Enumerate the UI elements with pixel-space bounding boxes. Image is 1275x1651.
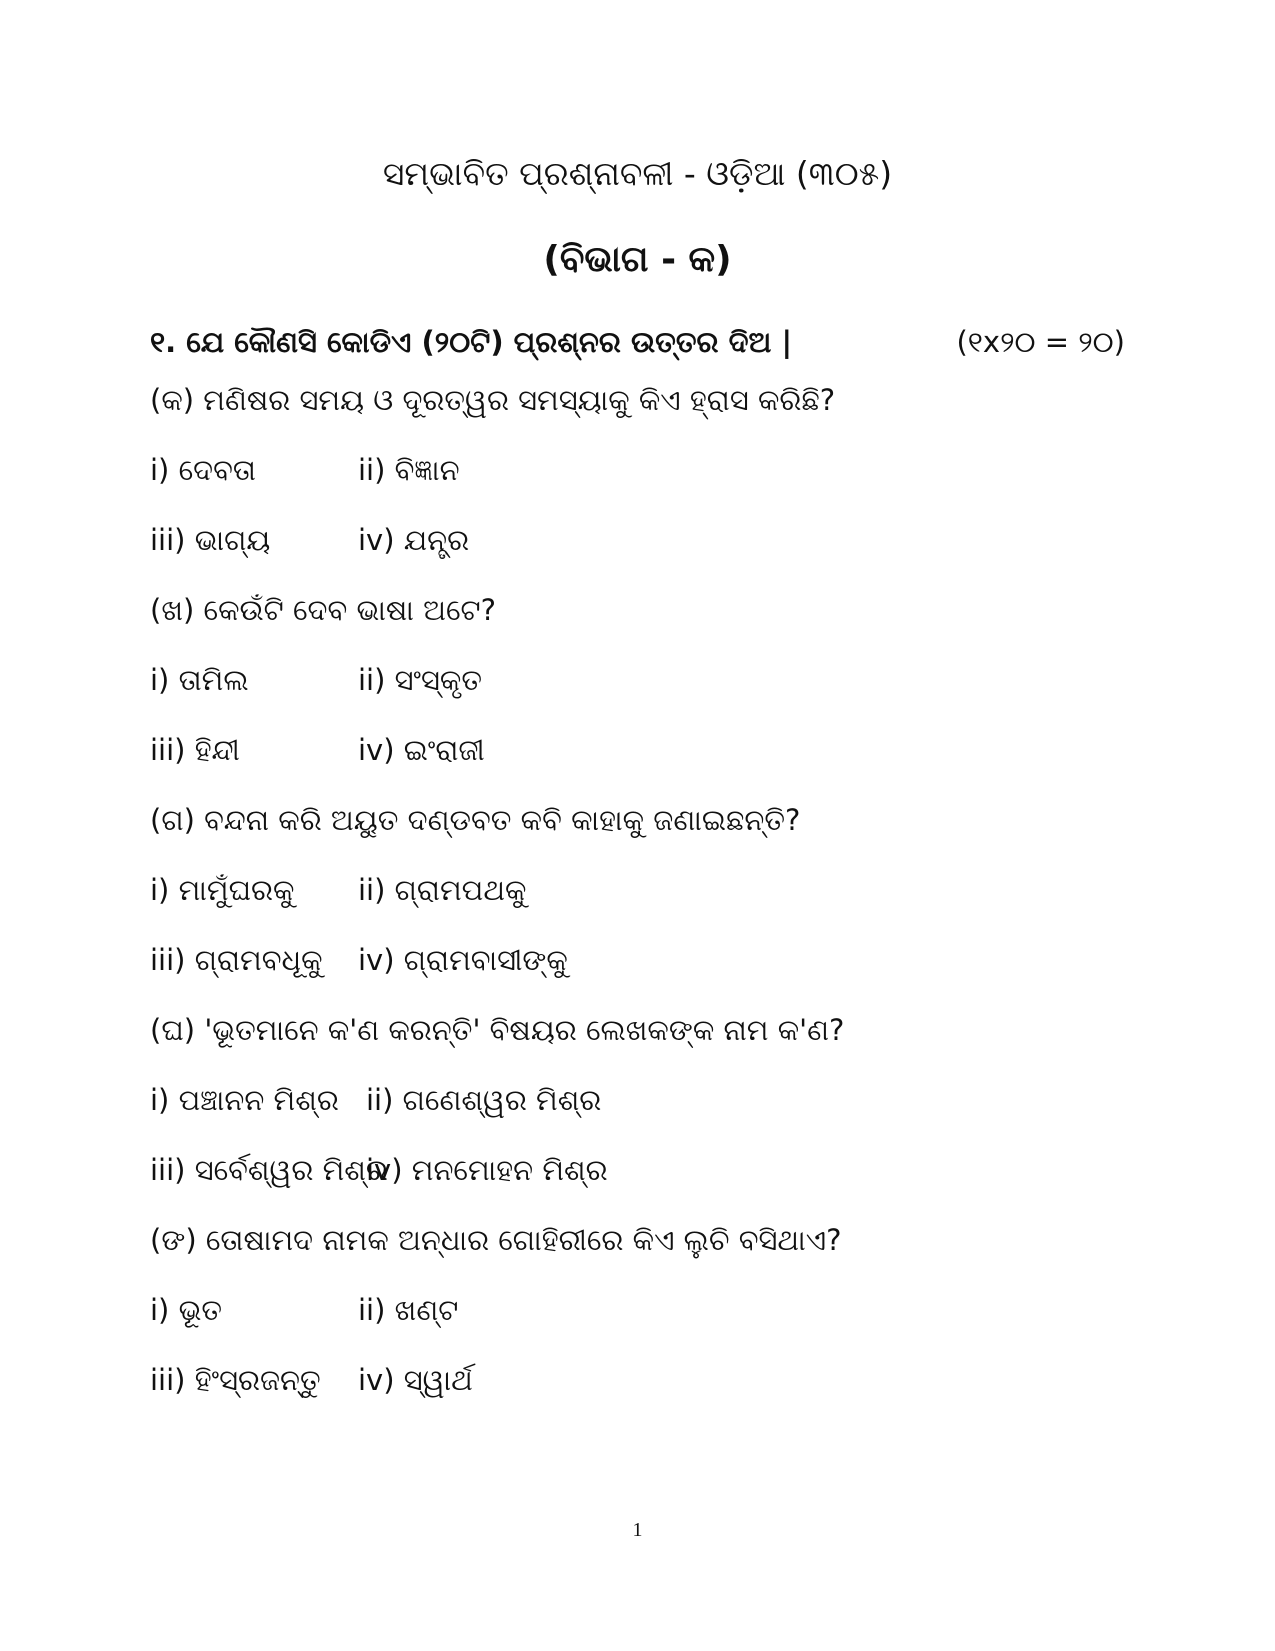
question-text: (ଘ) 'ଭୂତମାନେ କ'ଣ କରନ୍ତି' ବିଷୟର ଲେଖକଙ୍କ ନାମ କ'ଣ?: [150, 1013, 845, 1047]
question-text: (ଗ) ବନ୍ଦନା କରି ଅୟୁତ ଦଣ୍ଡବତ କବି କାହାକୁ ଜଣାଇଛନ୍ତି?: [150, 803, 801, 837]
option-text: iii) ଗ୍ରାମବଧୂକୁ: [150, 943, 323, 977]
option-row: [150, 658, 1125, 702]
option-text: ii) ଗଣେଶ୍ୱର ମିଶ୍ର: [366, 1083, 602, 1117]
option-text: i) ପଞ୍ଚାନନ ମିଶ୍ର: [150, 1083, 339, 1117]
question-text: (ଖ) କେଉଁଟି ଦେବ ଭାଷା ଅଟେ?: [150, 593, 497, 627]
option-text: iii) ହିଂସ୍ରଜନ୍ତୁ: [150, 1363, 321, 1397]
option-text: iv) ଗ୍ରାମବାସୀଙ୍କୁ: [358, 943, 568, 977]
option-row: [150, 518, 1125, 562]
option-text: ii) ସଂସ୍କୃତ: [358, 663, 483, 697]
option-text: i) ତାମିଲ: [150, 663, 249, 697]
option-text: iv) ମନମୋହନ ମିଶ୍ର: [366, 1153, 608, 1187]
option-row: [150, 868, 1125, 912]
option-row: [150, 1148, 1125, 1192]
option-row: [150, 938, 1125, 982]
option-text: iv) ସ୍ୱାର୍ଥ: [358, 1363, 473, 1397]
marks-allocation: (୧x୨୦ = ୨୦): [956, 325, 1125, 359]
instruction-row: [150, 320, 1125, 364]
option-text: ii) ଖଣ୍ଟ: [358, 1293, 459, 1327]
question-text: (କ) ମଣିଷର ସମୟ ଓ ଦୂରତ୍ୱର ସମସ୍ୟାକୁ କିଏ ହ୍ରାସ କରିଛି?: [150, 383, 836, 417]
option-text: i) ଦେବତା: [150, 453, 256, 487]
option-row: [150, 448, 1125, 492]
option-text: ii) ଗ୍ରାମପଥକୁ: [358, 873, 527, 907]
option-text: iv) ଯନ୍ତ୍ର: [358, 523, 470, 557]
option-row: [150, 728, 1125, 772]
option-row: [150, 1358, 1125, 1402]
option-text: iii) ଭାଗ୍ୟ: [150, 523, 271, 557]
section-heading: (ବିଭାଗ - କ): [543, 239, 732, 280]
instruction-text: ୧. ଯେ କୌଣସି କୋଡିଏ (୨୦ଟି) ପ୍ରଶ୍ନର ଉତ୍ତର ଦିଅ |: [150, 325, 793, 359]
option-text: i) ଭୂତ: [150, 1293, 223, 1327]
page-number: 1: [632, 1519, 643, 1541]
option-text: iii) ହିନ୍ଦୀ: [150, 733, 240, 767]
option-text: ii) ବିଜ୍ଞାନ: [358, 453, 460, 487]
question-text: (ଙ) ତୋଷାମଦ ନାମକ ଅନ୍ଧାର ଗୋହିରୀରେ କିଏ ଲୁଚି ବସିଥାଏ?: [150, 1223, 842, 1257]
option-text: iii) ସର୍ବେଶ୍ୱର ମିଶ୍ର: [150, 1153, 388, 1187]
option-text: iv) ଇଂରାଜୀ: [358, 733, 485, 767]
document-title: ସମ୍ଭାବିତ ପ୍ରଶ୍ନାବଳୀ - ଓଡ଼ିଆ (୩୦୫): [382, 154, 893, 193]
option-text: i) ମାମୁଁଘରକୁ: [150, 873, 295, 907]
option-row: [150, 1288, 1125, 1332]
option-row: [150, 1078, 1125, 1122]
